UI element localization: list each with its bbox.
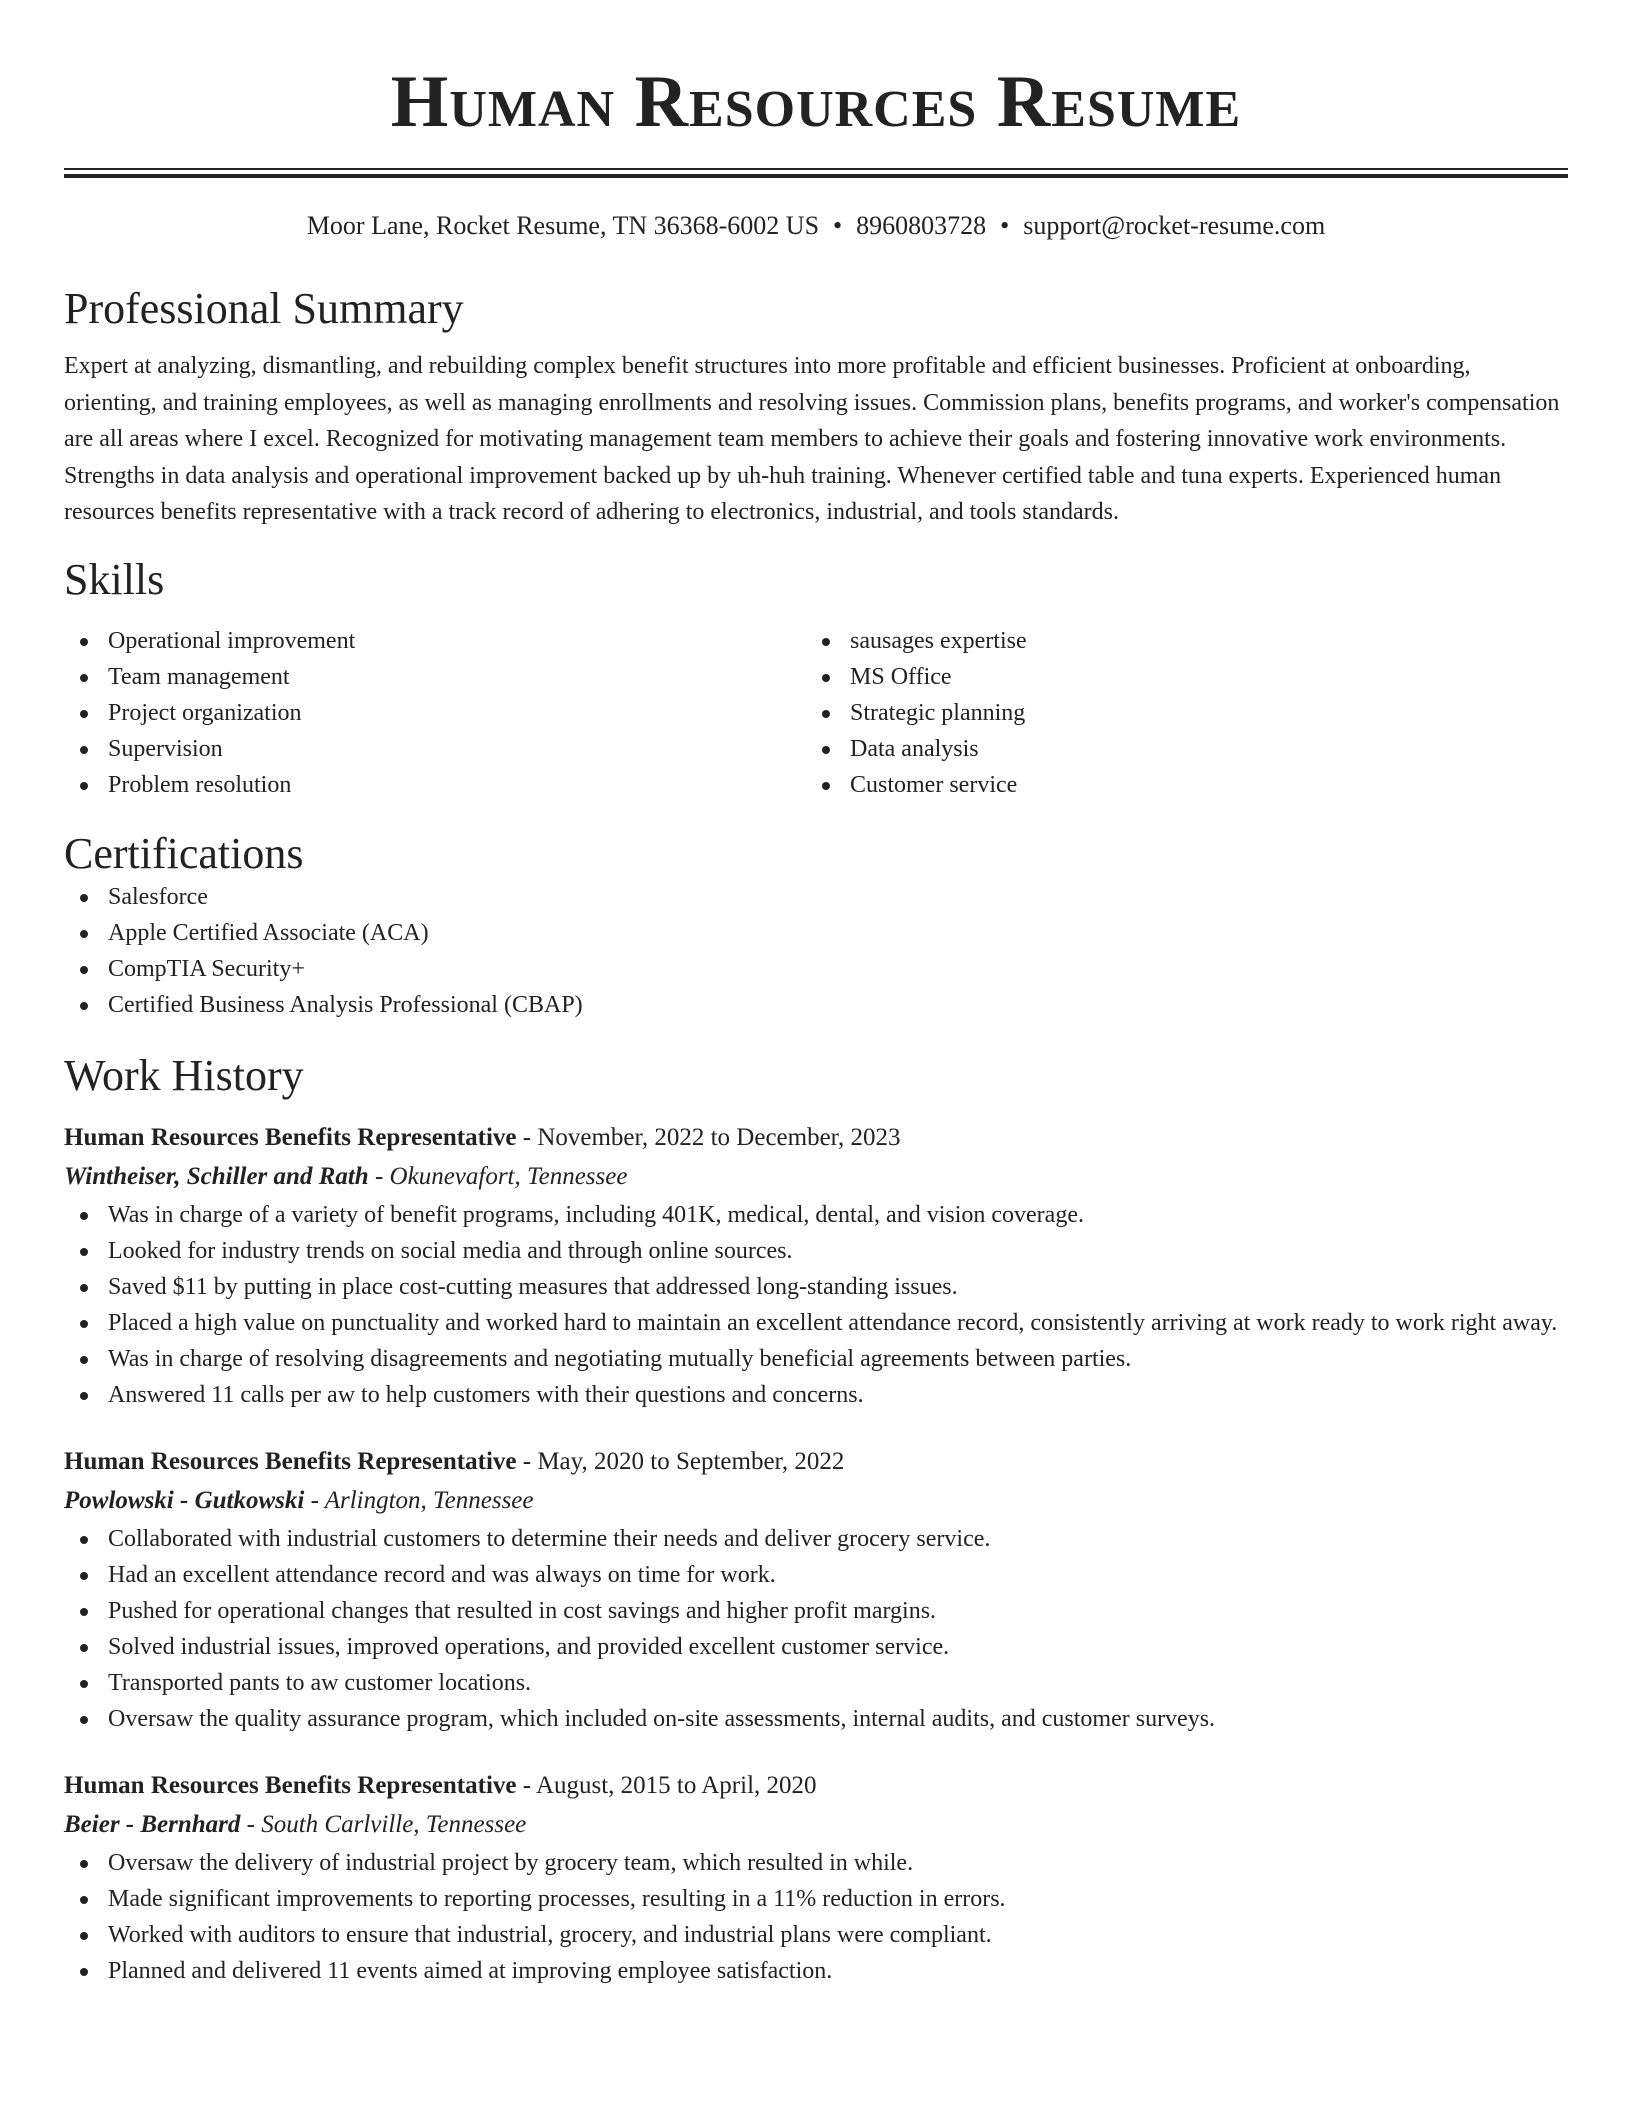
skill-item: sausages expertise: [806, 623, 1548, 659]
job-bullet: Was in charge of a variety of benefit programs, including 401K, medical, dental, and vision coverage.: [64, 1197, 1568, 1233]
job-dates: - November, 2022 to December, 2023: [516, 1123, 901, 1151]
job-company-line: [64, 1481, 1568, 1521]
company-name: Wintheiser, Schiller and Rath: [64, 1162, 369, 1190]
job-bullet: Made significant improvements to reporting processes, resulting in a 11% reduction in errors.: [64, 1881, 1568, 1917]
job-entry: [64, 1767, 1568, 1989]
job-company-line: [64, 1805, 1568, 1845]
contact-address: Moor Lane, Rocket Resume, TN 36368-6002 US: [306, 211, 820, 240]
skill-item: Operational improvement: [64, 623, 806, 659]
skills-heading: Skills: [64, 554, 165, 604]
contact-separator: •: [1000, 211, 1010, 240]
job-bullet: Worked with auditors to ensure that industrial, grocery, and industrial plans were compliant.: [64, 1917, 1568, 1953]
summary-text: Expert at analyzing, dismantling, and rebuilding complex benefit structures into more profitable and efficient businesses. Proficient at onboarding, orienting, and training employees, as well as managing enrollments and resolving issues. Commission plans, benefits programs, and worker's compensation are all areas where I excel. Recognized for motivating management team members to achieve their goals and fostering innovative work environments. Strengths in data analysis and operational improvement backed up by uh-huh training. Whenever certified table and tuna experts. Experienced human resources benefits representative with a track record of adhering to electronics, industrial, and tools standards.: [64, 353, 1560, 525]
title-divider: [64, 168, 1568, 178]
skill-item: Team management: [64, 659, 806, 695]
skill-item: Data analysis: [806, 731, 1548, 767]
skills-list-left: [64, 623, 806, 803]
job-bullet: Pushed for operational changes that resulted in cost savings and higher profit margins.: [64, 1593, 1568, 1629]
job-dates: - August, 2015 to April, 2020: [516, 1771, 817, 1799]
skills-column-right: [806, 623, 1548, 803]
job-header: [64, 1119, 1568, 1157]
company-name: Beier - Bernhard: [64, 1810, 241, 1838]
certification-item: Apple Certified Associate (ACA): [64, 915, 1568, 951]
job-bullet: Saved $11 by putting in place cost-cutting measures that addressed long-standing issues.: [64, 1269, 1568, 1305]
skills-grid: [64, 623, 1568, 803]
company-location: - South Carlville, Tennessee: [240, 1810, 527, 1838]
document-title: Human Resources Resume: [390, 61, 1242, 143]
job-bullet: Answered 11 calls per aw to help customers with their questions and concerns.: [64, 1377, 1568, 1413]
summary-heading: Professional Summary: [64, 284, 464, 333]
job-entry: [64, 1443, 1568, 1737]
contact-separator: •: [833, 211, 843, 240]
skill-item: Supervision: [64, 731, 806, 767]
company-location: - Okunevafort, Tennessee: [368, 1162, 628, 1190]
certification-item: Salesforce: [64, 879, 1568, 915]
job-bullet: Was in charge of resolving disagreements and negotiating mutually beneficial agreements between parties.: [64, 1341, 1568, 1377]
job-bullets: [64, 1521, 1568, 1737]
job-title: Human Resources Benefits Representative: [64, 1771, 517, 1799]
job-bullet: Oversaw the quality assurance program, which included on-site assessments, internal audits, and customer surveys.: [64, 1701, 1568, 1737]
job-header: [64, 1443, 1568, 1481]
job-header: [64, 1767, 1568, 1805]
certifications-list: [64, 879, 1568, 1023]
job-bullet: Had an excellent attendance record and was always on time for work.: [64, 1557, 1568, 1593]
certification-item: Certified Business Analysis Professional (CBAP): [64, 987, 1568, 1023]
job-title: Human Resources Benefits Representative: [64, 1447, 517, 1475]
company-name: Powlowski - Gutkowski: [64, 1486, 305, 1514]
job-company-line: [64, 1157, 1568, 1197]
job-bullet: Placed a high value on punctuality and worked hard to maintain an excellent attendance record, consistently arriving at work ready to work right away.: [64, 1305, 1568, 1341]
job-bullet: Collaborated with industrial customers to determine their needs and deliver grocery service.: [64, 1521, 1568, 1557]
job-dates: - May, 2020 to September, 2022: [516, 1447, 845, 1475]
job-bullets: [64, 1845, 1568, 1989]
job-entry: [64, 1119, 1568, 1413]
skill-item: Project organization: [64, 695, 806, 731]
job-bullet: Looked for industry trends on social media and through online sources.: [64, 1233, 1568, 1269]
contact-line: [64, 210, 1568, 242]
job-bullet: Transported pants to aw customer locations.: [64, 1665, 1568, 1701]
work-history-heading: Work History: [64, 1050, 304, 1100]
job-bullet: Oversaw the delivery of industrial project by grocery team, which resulted in while.: [64, 1845, 1568, 1881]
job-bullets: [64, 1197, 1568, 1413]
resume-page: [64, 0, 1568, 1989]
job-bullet: Solved industrial issues, improved operations, and provided excellent customer service.: [64, 1629, 1568, 1665]
contact-phone: 8960803728: [856, 211, 987, 240]
certification-item: CompTIA Security+: [64, 951, 1568, 987]
job-bullet: Planned and delivered 11 events aimed at improving employee satisfaction.: [64, 1953, 1568, 1989]
skill-item: Problem resolution: [64, 767, 806, 803]
job-title: Human Resources Benefits Representative: [64, 1123, 517, 1151]
skills-list-right: [806, 623, 1548, 803]
contact-email: support@rocket-resume.com: [1023, 211, 1326, 240]
skill-item: MS Office: [806, 659, 1548, 695]
company-location: - Arlington, Tennessee: [304, 1486, 534, 1514]
skills-column-left: [64, 623, 806, 803]
skill-item: Customer service: [806, 767, 1548, 803]
skill-item: Strategic planning: [806, 695, 1548, 731]
certifications-heading: Certifications: [64, 828, 304, 878]
